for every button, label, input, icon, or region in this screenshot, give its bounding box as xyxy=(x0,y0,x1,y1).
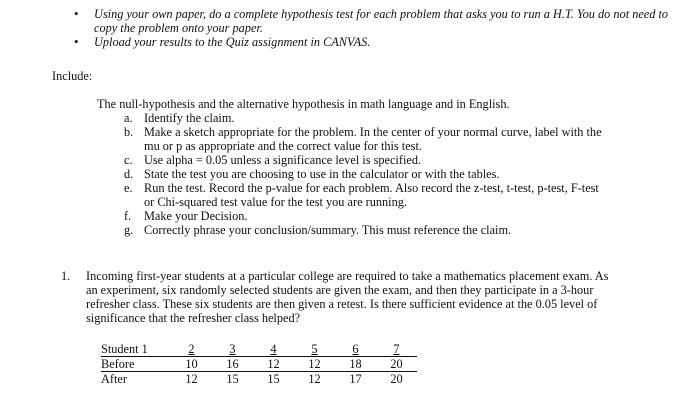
step-text: State the test you are choosing to use in the calculator or with the tables. xyxy=(144,167,500,181)
table-cell: 10 xyxy=(171,357,212,372)
table-cell: 12 xyxy=(185,372,198,386)
step-item xyxy=(124,223,602,237)
problem-statement xyxy=(61,269,621,325)
data-table xyxy=(101,342,417,386)
bullet-text: Upload your results to the Quiz assignment in CANVAS. xyxy=(94,35,371,49)
table-cell: 7 xyxy=(376,342,417,357)
table-cell: 12 xyxy=(253,357,294,372)
table-row xyxy=(101,342,417,357)
table-cell: 5 xyxy=(294,342,335,357)
step-text: Identify the claim. xyxy=(144,111,235,125)
step-letter: b. xyxy=(124,125,134,139)
bullet-dot-icon: • xyxy=(74,6,79,21)
step-text: Use alpha = 0.05 unless a significance level is specified. xyxy=(144,153,422,167)
step-text: Make a sketch appropriate for the problem. In the center of your normal curve, label with the mu or p as appropriate and the correct value for this test. xyxy=(144,125,602,153)
table-cell: 20 xyxy=(376,357,417,372)
step-letter: a. xyxy=(124,111,133,125)
instruction-bullets xyxy=(74,7,674,49)
step-item xyxy=(124,209,602,223)
table-cell: 15 xyxy=(226,372,239,386)
row-label: Before xyxy=(101,357,171,372)
step-item xyxy=(124,125,602,153)
table-row xyxy=(101,372,417,387)
table-cell: 12 xyxy=(294,357,335,372)
step-letter: d. xyxy=(124,167,134,181)
table-cell: 3 xyxy=(212,342,253,357)
table-cell: 4 xyxy=(253,342,294,357)
bullet-item xyxy=(74,7,674,35)
table-cell: 2 xyxy=(171,342,212,357)
intro-text: The null-hypothesis and the alternative hypothesis in math language and in English. xyxy=(97,97,510,111)
step-letter: e. xyxy=(124,181,133,195)
step-letter: f. xyxy=(124,209,132,223)
step-list xyxy=(124,111,602,237)
table-cell: 17 xyxy=(349,372,362,386)
step-text: Run the test. Record the p-value for each problem. Also record the z-test, t-test, p-test, F-test or Chi-squared test value for the test you are running. xyxy=(144,181,599,209)
problem-number: 1. xyxy=(61,269,71,283)
bullet-dot-icon: • xyxy=(74,34,79,49)
table-cell: 18 xyxy=(335,357,376,372)
table-cell: 20 xyxy=(390,372,403,386)
table-row xyxy=(101,357,417,372)
table-cell: 12 xyxy=(308,372,321,386)
table-cell: 15 xyxy=(267,372,280,386)
step-item xyxy=(124,181,602,209)
bullet-text: Using your own paper, do a complete hypothesis test for each problem that asks you to run a H.T. You do not need to copy the problem onto your paper. xyxy=(94,7,669,35)
step-item xyxy=(124,111,602,125)
row-label: After xyxy=(101,372,127,386)
step-item xyxy=(124,153,602,167)
step-item xyxy=(124,167,602,181)
bullet-item xyxy=(74,35,674,49)
step-text: Correctly phrase your conclusion/summary. This must reference the claim. xyxy=(144,223,512,237)
step-text: Make your Decision. xyxy=(144,209,248,223)
include-label: Include: xyxy=(52,69,93,83)
table-cell: 16 xyxy=(212,357,253,372)
row-label: Student 1 xyxy=(101,342,171,357)
problem-text: Incoming first-year students at a particular college are required to take a mathematics placement exam. As an experiment, six randomly selected students are given the exam, and then they participate in a 3-hour refresher class. These six students are then given a retest. Is there sufficient evidence at the 0.05 level of significance that the refresher class helped? xyxy=(86,269,609,325)
table-cell: 6 xyxy=(335,342,376,357)
step-letter: g. xyxy=(124,223,134,237)
step-letter: c. xyxy=(124,153,133,167)
